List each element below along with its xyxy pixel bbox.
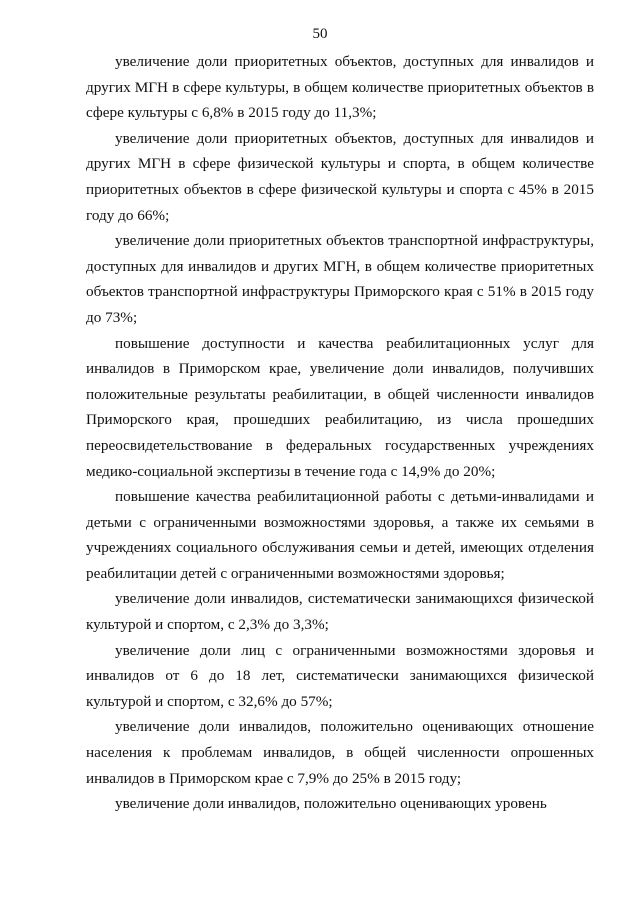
paragraph: увеличение доли инвалидов, систематически занимающихся физической культурой и спортом, с 2,3% до 3,3%; <box>86 590 594 634</box>
document-body <box>86 49 594 817</box>
paragraph: увеличение доли приоритетных объектов транспортной инфраструктуры, доступных для инвалидов и других МГН, в общем количестве приоритетных объектов транспортной инфраструктуры Приморского края с 51% в 2015 году до 73%; <box>86 232 594 326</box>
paragraph: увеличение доли инвалидов, положительно оценивающих отношение населения к проблемам инвалидов, в общей численности опрошенных инвалидов в Приморском крае с 7,9% до 25% в 2015 году; <box>86 718 594 787</box>
paragraph: повышение доступности и качества реабилитационных услуг для инвалидов в Приморском крае, увеличение доли инвалидов, получивших положительные результаты реабилитации, в общей численности инвалидов Приморского края, прошедших реабилитацию, из числа прошедших переосвидетельствование в федеральных государственных учреждениях медико-социальной экспертизы в течение года с 14,9% до 20%; <box>86 334 594 480</box>
paragraph: увеличение доли лиц с ограниченными возможностями здоровья и инвалидов от 6 до 18 лет, систематически занимающихся физической культурой и спортом, с 32,6% до 57%; <box>86 641 594 710</box>
paragraph: повышение качества реабилитационной работы с детьми-инвалидами и детьми с ограниченными возможностями здоровья, а также их семьями в учреждениях социального обслуживания семьи и детей, имеющих отделения реабилитации детей с ограниченными возможностями здоровья; <box>86 488 594 582</box>
paragraph: увеличение доли приоритетных объектов, доступных для инвалидов и других МГН в сфере физической культуры и спорта, в общем количестве приоритетных объектов в сфере физической культуры и спорта с 45% в 2015 году до 66%; <box>86 129 594 224</box>
paragraph: увеличение доли инвалидов, положительно оценивающих уровень <box>115 795 547 813</box>
page-number: 50 <box>312 26 328 42</box>
paragraph: увеличение доли приоритетных объектов, доступных для инвалидов и других МГН в сфере культуры, в общем количестве приоритетных объектов в сфере культуры с 6,8% в 2015 году до 11,3%; <box>86 53 594 122</box>
